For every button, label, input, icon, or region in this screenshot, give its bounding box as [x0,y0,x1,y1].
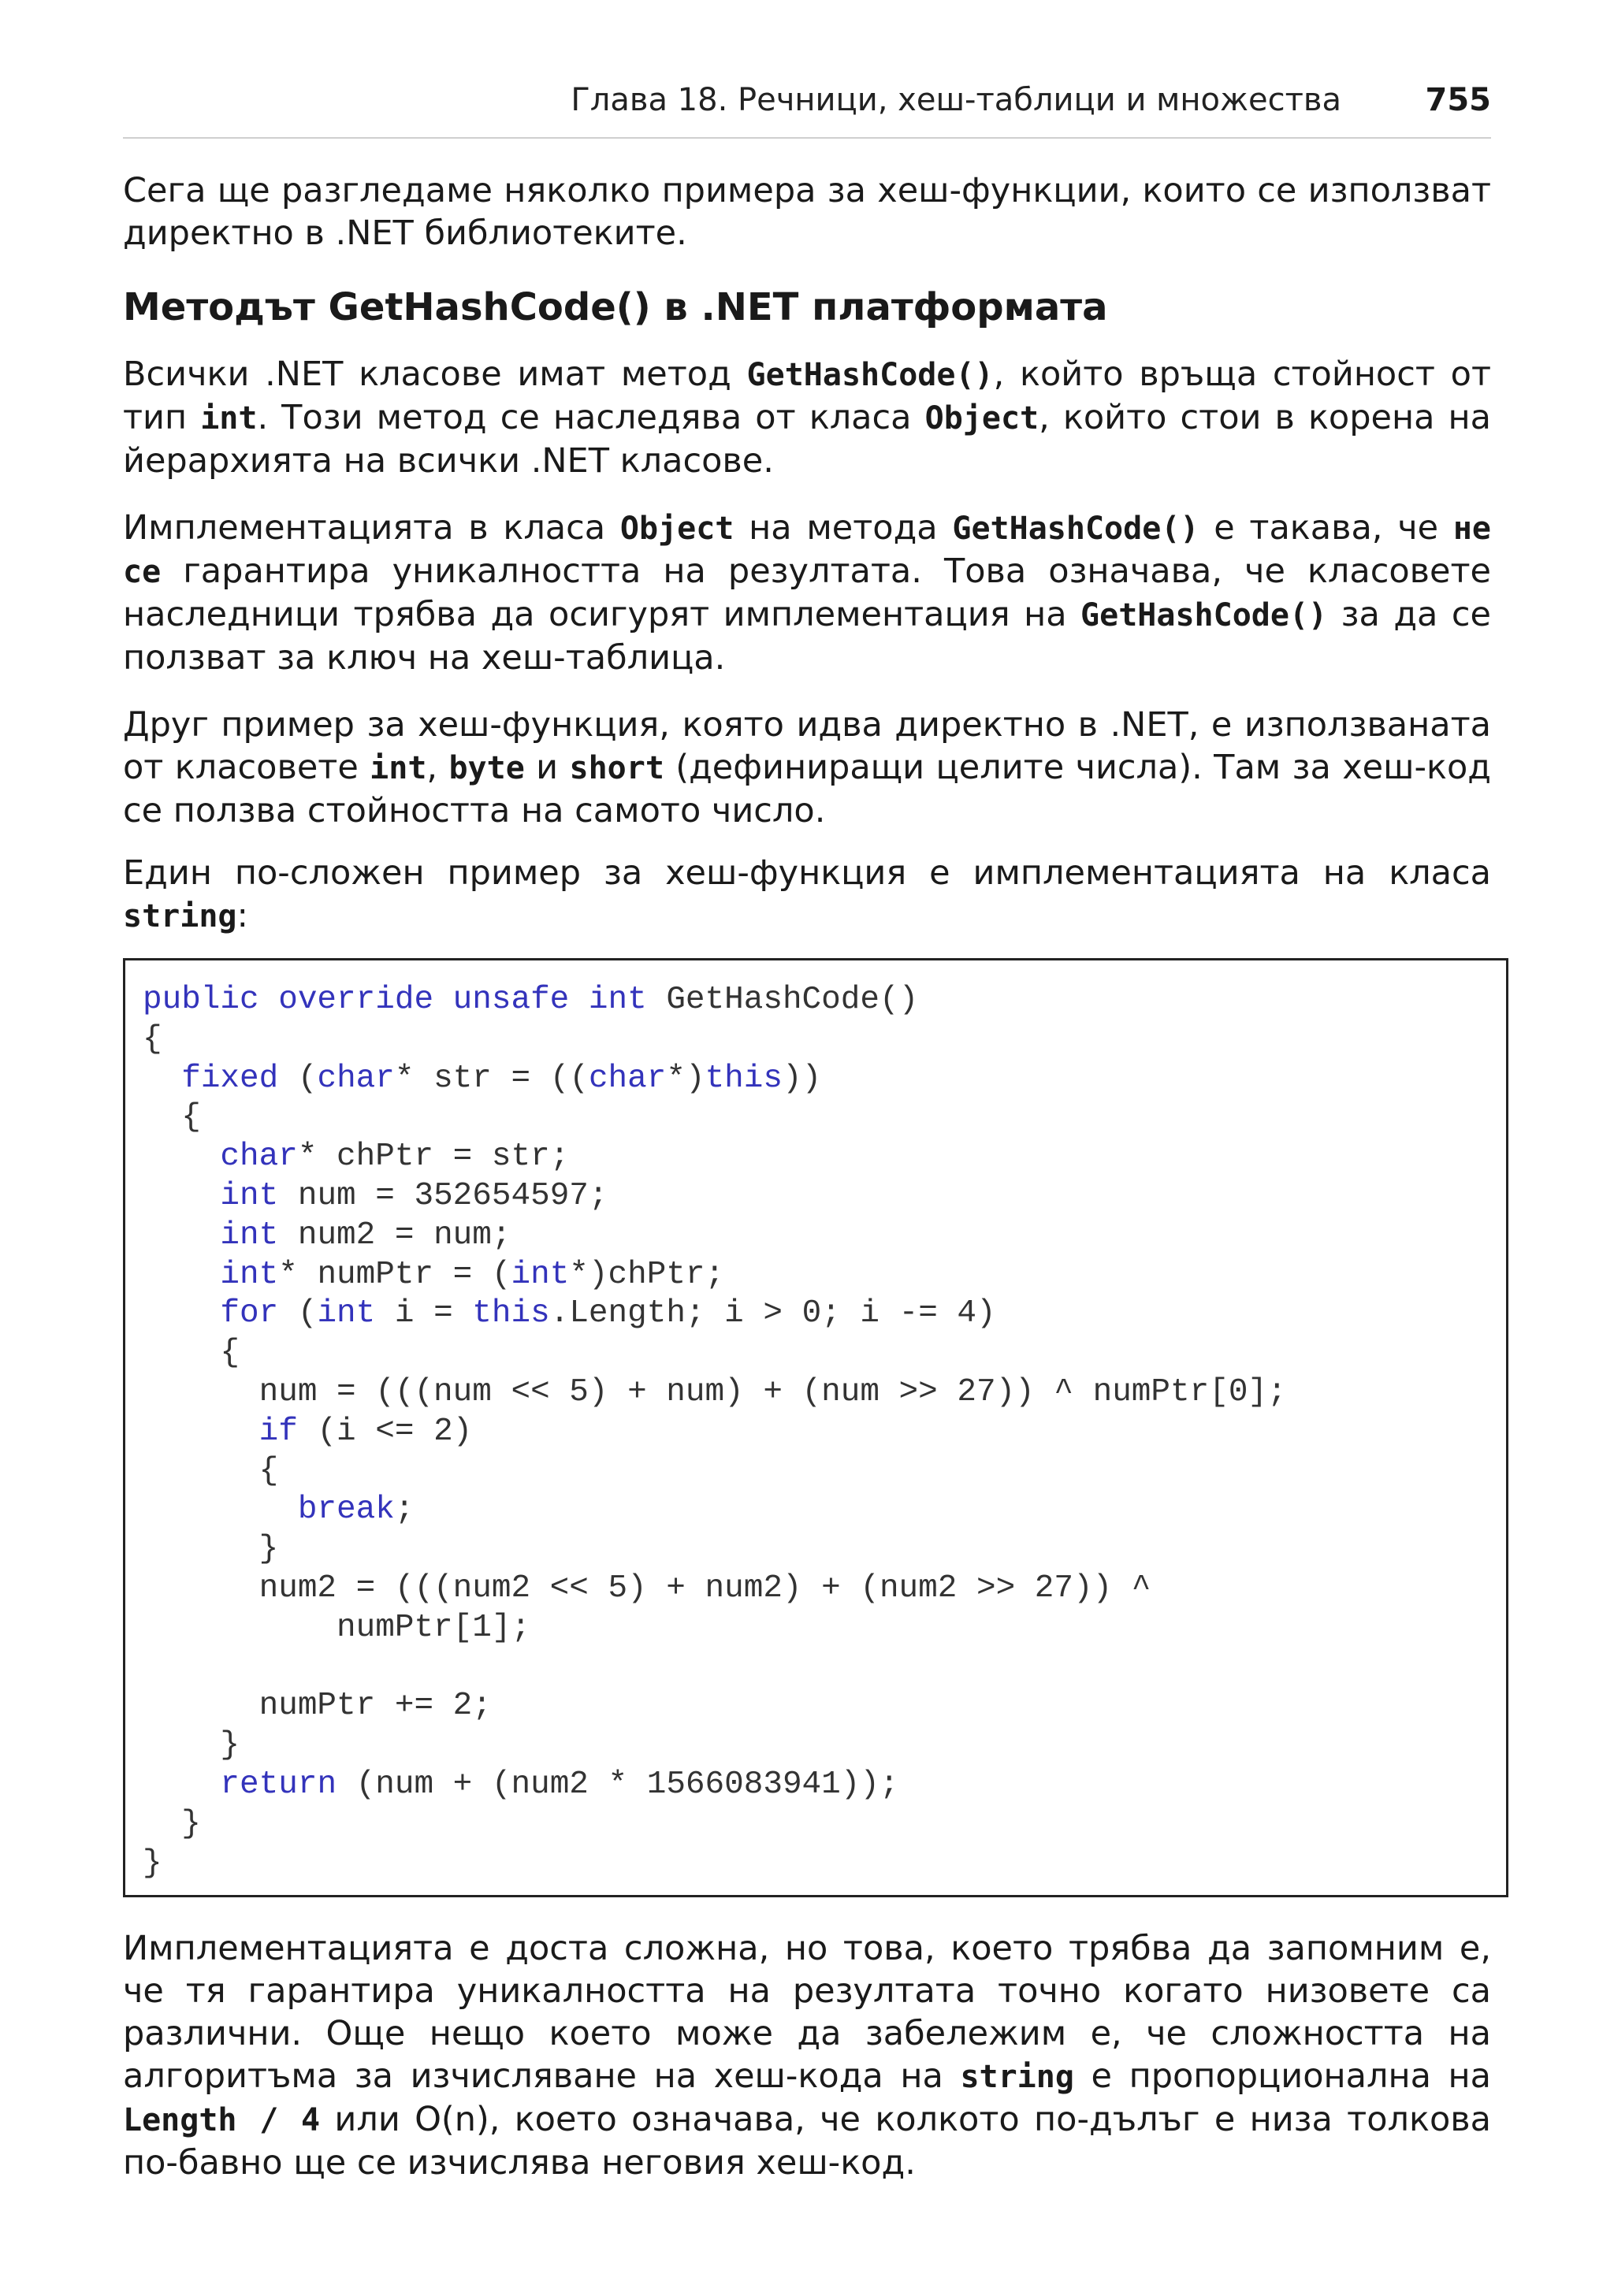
code-line [143,1139,569,1175]
paragraph-object-implementation [123,507,1491,679]
text-run: Друг пример за хеш-функция, която идва директно в .NET, е използваната от класовете [123,705,1491,787]
text-run: Имплементацията в класа [123,508,620,548]
code-keyword: int [511,1256,570,1293]
code-text: * str = (( [394,1060,589,1097]
code-keyword: int [220,1177,279,1214]
code-text [143,1492,298,1528]
code-line [143,1688,492,1724]
code-line [143,1374,1287,1410]
inline-code: int [200,400,258,437]
code-listing-box [123,958,1508,1897]
code-text: *) [666,1060,705,1097]
code-text: } [143,1727,240,1764]
code-line [143,1806,201,1842]
code-text: * numPtr = ( [278,1256,511,1293]
code-text: numPtr += 2; [143,1688,492,1725]
code-text: num2 = num; [278,1217,511,1254]
code-keyword: char [317,1060,395,1097]
paragraph-complexity [123,1927,1491,2184]
inline-code: Object [619,511,734,547]
code-line [143,1414,472,1450]
code-keyword: if [258,1413,298,1450]
paragraph-gethashcode-intro [123,353,1491,482]
code-text: { [143,1099,201,1136]
code-line [143,1767,899,1803]
code-text: * chPtr = str; [297,1139,570,1176]
code-line [143,1492,414,1528]
code-text: *)chPtr; [569,1256,725,1293]
code-text: { [143,1020,162,1057]
code-line [143,1610,530,1646]
paragraph-string-example [123,852,1491,938]
code-line [143,1061,821,1097]
inline-code: byte [448,750,525,786]
code-text: } [143,1845,162,1882]
page-header [123,82,1491,139]
code-text [143,1257,220,1293]
code-text: { [143,1452,279,1489]
inline-code: string [960,2059,1074,2095]
inline-code: Object [924,400,1039,437]
code-text: } [143,1805,201,1842]
code-keyword: return [220,1766,337,1803]
code-text: } [143,1531,279,1568]
page-number: 755 [1425,82,1491,118]
inline-code: string [123,898,237,934]
code-line [143,1570,1151,1607]
code-line [143,1453,278,1489]
code-keyword: this [705,1060,783,1097]
code-text [143,1139,220,1175]
text-run: или O(n), което означава, че колкото по-дълъг е низа толкова по-бавно ще се изчислява неговия хеш-код. [123,2100,1491,2183]
code-line [143,1099,201,1135]
code-line [143,1335,240,1371]
text-run: : [236,896,248,935]
text-run: и [524,748,570,787]
code-keyword: break [297,1492,395,1529]
text-run: . Този метод се наследява от класа [257,398,925,437]
intro-paragraph: Сега ще разгледаме няколко примера за хеш-функции, които се използват директно в .NET библиотеките. [123,171,1491,253]
code-text [143,1178,220,1214]
code-keyword: char [588,1060,667,1097]
text-run: за да се ползват за ключ на хеш-таблица. [123,595,1491,678]
code-text: ; [394,1492,415,1529]
code-text: (num + (num2 * 1566083941)); [337,1766,899,1803]
code-text: num2 = (((num2 << 5) + num2) + (num2 >> 27)) ^ [143,1570,1151,1607]
code-line [143,982,918,1018]
code-line [143,1257,724,1293]
code-keyword: char [220,1139,298,1176]
text-run: , който връща стойност от тип [123,355,1491,437]
text-run: гарантира уникалността на резултата. Това означава, че класовете наследници трябва да осигурят имплементация на [123,552,1491,634]
code-text: num = 352654597; [278,1177,608,1214]
inline-code: GetHashCode() [746,357,994,393]
code-text: num = (((num << 5) + num) + (num >> 27)) ^ numPtr[0]; [143,1373,1287,1410]
code-line [143,1727,240,1763]
code-keyword: int [220,1217,279,1254]
paragraph-integer-hash [123,704,1491,832]
code-text: numPtr[1]; [143,1609,531,1646]
code-text [143,1414,259,1450]
code-line [143,1845,162,1882]
code-keyword: int [317,1295,376,1332]
code-text: ( [278,1295,318,1332]
code-keyword: fixed [181,1060,279,1097]
code-text: (i <= 2) [297,1413,473,1450]
code-keyword: public override unsafe int [143,982,647,1018]
text-run: Всички .NET класове имат метод [123,355,747,394]
code-text: )) [783,1060,822,1097]
code-line [143,1217,511,1254]
code-keyword: this [472,1295,550,1332]
code-line [143,1295,996,1332]
section-heading: Методът GetHashCode() в .NET платформата [123,285,1108,329]
text-run: на метода [734,508,953,548]
text-run: е пропорционална на [1073,2056,1492,2096]
code-text [143,1061,181,1097]
text-run: Имплементацията е доста сложна, но това, което трябва да запомним е, че тя гарантира уникалността на резултата точно когато низовете са различни. Още нещо което може да забележим е, че сложността на алгоритъма за изчисляване на хеш-кода на [123,1929,1491,2096]
bold-emphasis: не се [123,511,1491,590]
text-run: Един по-сложен пример за хеш-функция е имплементацията на класа [123,853,1491,893]
code-text: GetHashCode() [646,982,919,1018]
text-run: (дефиниращи целите числа). Там за хеш-код се ползва стойността на самото число. [123,748,1491,830]
inline-code: GetHashCode() [1080,597,1328,633]
inline-code: GetHashCode() [952,511,1199,547]
code-line [143,1178,608,1214]
text-run: е такава, че [1199,508,1453,548]
code-text [143,1767,220,1803]
text-run: , който стои в корена на йерархията на всички .NET класове. [123,398,1491,481]
code-text: { [143,1335,240,1372]
code-line [143,1021,162,1057]
text-run: , [426,748,449,787]
inline-code: int [370,750,427,786]
code-text: ( [278,1060,318,1097]
code-keyword: int [220,1256,279,1293]
chapter-title: Глава 18. Речници, хеш-таблици и множества [571,82,1341,118]
code-text: .Length; i > 0; i -= 4) [549,1295,996,1332]
code-keyword: for [220,1295,279,1332]
code-listing [143,981,1287,1883]
inline-code: Length / 4 [123,2102,321,2138]
code-line [143,1531,278,1567]
code-text: i = [375,1295,473,1332]
code-text [143,1217,220,1254]
inline-code: short [569,750,664,786]
code-text [143,1295,220,1332]
